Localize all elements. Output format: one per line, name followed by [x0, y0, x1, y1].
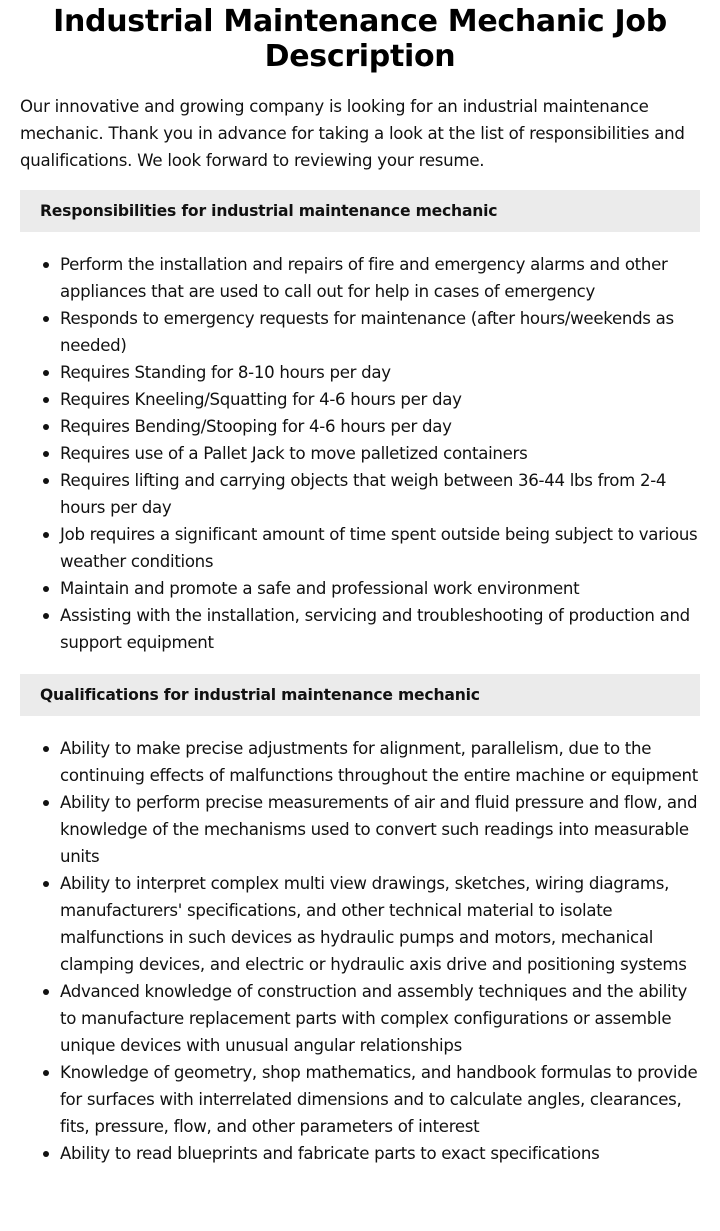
list-item-text: Ability to interpret complex multi view drawings, sketches, wiring diagrams, manufacturers' specifications, and other technical material to isolate malfunctions in such devices as hydraulic pumps and motors, mechanical clamping devices, and electric or hydraulic axis drive and positioning systems [60, 874, 687, 974]
list-item-text: Knowledge of geometry, shop mathematics, and handbook formulas to provide for surfaces with interrelated dimensions and to calculate angles, clearances, fits, pressure, flow, and other parameters of interest [60, 1063, 698, 1136]
bullet-icon [43, 881, 49, 887]
list-item-text: Ability to read blueprints and fabricate parts to exact specifications [60, 1144, 600, 1163]
bullet-icon [43, 746, 49, 752]
list-item-text: Requires Standing for 8-10 hours per day [60, 363, 391, 382]
list-item [20, 978, 700, 1059]
list-item [20, 602, 700, 656]
list-item [20, 467, 700, 521]
qualifications-list [20, 735, 700, 1167]
list-item-text: Ability to perform precise measurements of air and fluid pressure and flow, and knowledge of the mechanisms used to convert such readings into measurable units [60, 793, 698, 866]
bullet-icon [43, 397, 49, 403]
bullet-icon [43, 1151, 49, 1157]
bullet-icon [43, 800, 49, 806]
list-item [20, 789, 700, 870]
intro-paragraph: Our innovative and growing company is looking for an industrial maintenance mechanic. Thank you in advance for taking a look at the list of responsibilities and qualifications. We look forward to reviewing your resume. [20, 97, 685, 170]
list-item-text: Maintain and promote a safe and professional work environment [60, 579, 580, 598]
responsibilities-heading: Responsibilities for industrial maintenance mechanic [20, 190, 700, 232]
qualifications-heading: Qualifications for industrial maintenance mechanic [20, 674, 700, 716]
list-item-text: Requires Bending/Stooping for 4-6 hours per day [60, 417, 452, 436]
list-item-text: Advanced knowledge of construction and assembly techniques and the ability to manufacture replacement parts with complex configurations or assemble unique devices with unusual angular relationships [60, 982, 688, 1055]
list-item [20, 359, 700, 386]
bullet-icon [43, 478, 49, 484]
list-item [20, 575, 700, 602]
list-item-text: Responds to emergency requests for maintenance (after hours/weekends as needed) [60, 309, 674, 355]
bullet-icon [43, 424, 49, 430]
list-item [20, 735, 700, 789]
bullet-icon [43, 451, 49, 457]
list-item-text: Job requires a significant amount of time spent outside being subject to various weather conditions [60, 525, 698, 571]
bullet-icon [43, 989, 49, 995]
list-item-text: Assisting with the installation, servicing and troubleshooting of production and support equipment [60, 606, 690, 652]
list-item [20, 251, 700, 305]
page-title: Industrial Maintenance Mechanic Job Description [53, 4, 667, 74]
list-item [20, 1059, 700, 1140]
list-item-text: Requires use of a Pallet Jack to move palletized containers [60, 444, 528, 463]
list-item-text: Perform the installation and repairs of fire and emergency alarms and other appliances that are used to call out for help in cases of emergency [60, 255, 668, 301]
list-item [20, 305, 700, 359]
bullet-icon [43, 586, 49, 592]
list-item-text: Ability to make precise adjustments for alignment, parallelism, due to the continuing effects of malfunctions throughout the entire machine or equipment [60, 739, 698, 785]
list-item [20, 386, 700, 413]
responsibilities-list [20, 251, 700, 656]
list-item-text: Requires Kneeling/Squatting for 4-6 hours per day [60, 390, 462, 409]
bullet-icon [43, 532, 49, 538]
list-item [20, 521, 700, 575]
list-item [20, 440, 700, 467]
list-item [20, 870, 700, 978]
job-description-page [0, 4, 720, 1231]
list-item-text: Requires lifting and carrying objects that weigh between 36-44 lbs from 2-4 hours per day [60, 471, 667, 517]
list-item [20, 1140, 700, 1167]
bullet-icon [43, 1070, 49, 1076]
bullet-icon [43, 370, 49, 376]
list-item [20, 413, 700, 440]
bullet-icon [43, 316, 49, 322]
bullet-icon [43, 613, 49, 619]
bullet-icon [43, 262, 49, 268]
